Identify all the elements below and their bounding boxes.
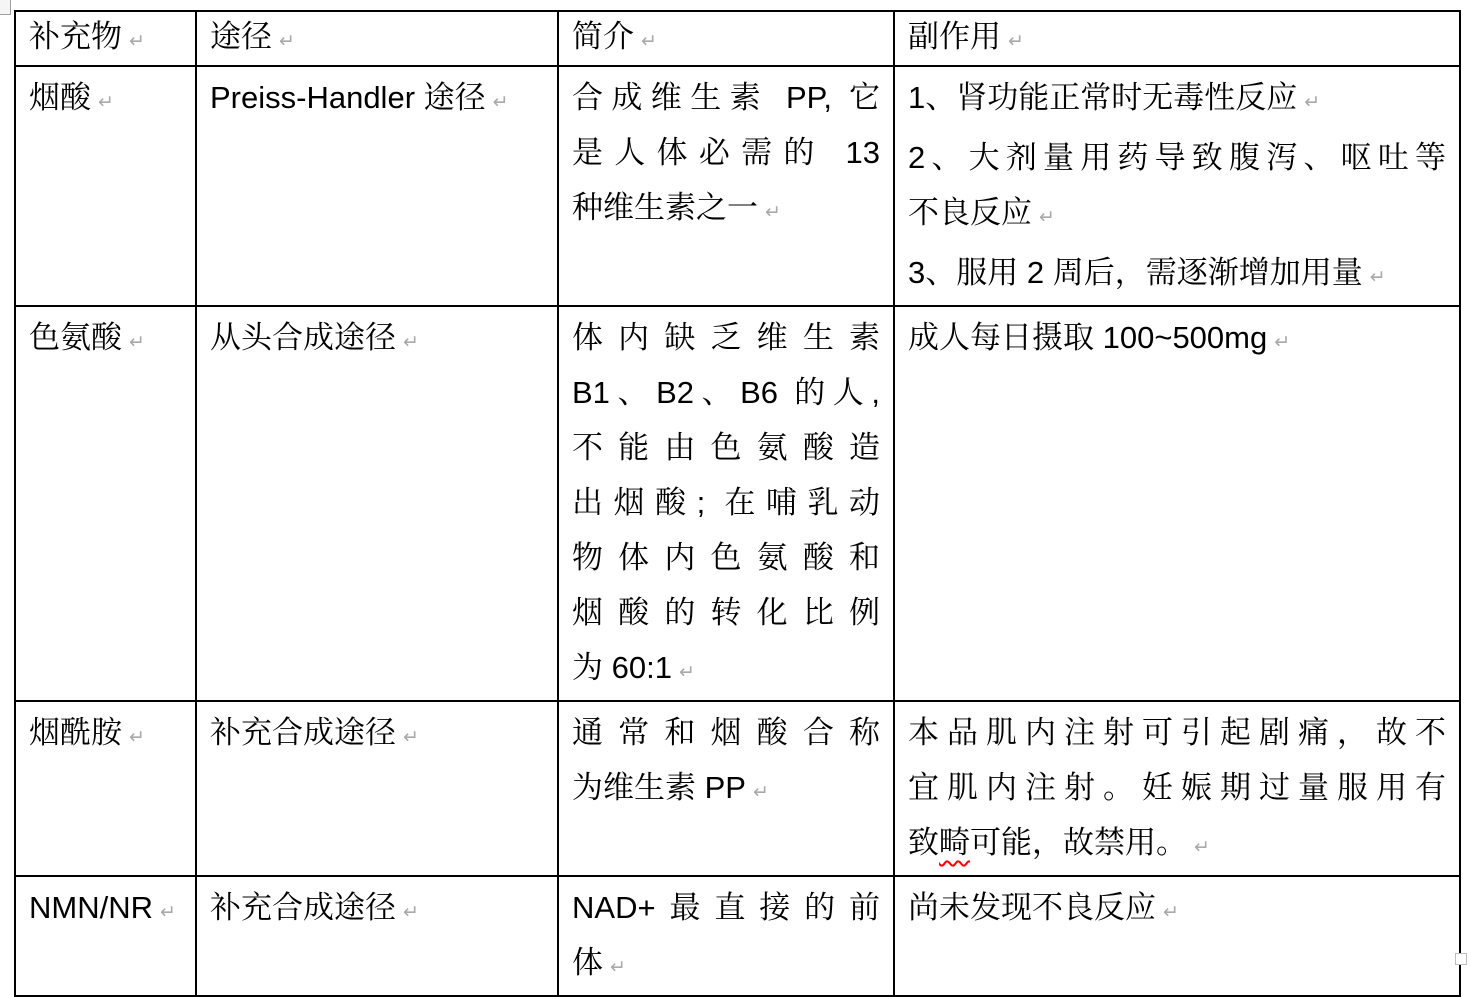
cell-line: 2、大剂量用药导致腹泻、呕吐等 xyxy=(908,140,1446,175)
cell-line: NAD+最直接的前 xyxy=(572,890,880,925)
paragraph-mark-icon: ↵ xyxy=(678,662,695,683)
header-cell-pathway[interactable] xyxy=(196,11,558,66)
header-label: 途径 xyxy=(210,19,272,54)
cell-text: 烟酰胺 xyxy=(29,715,122,750)
cell-text: 补充合成途径 xyxy=(210,890,396,925)
cell-line: 本品肌内注射可引起剧痛，故不 xyxy=(908,715,1446,750)
paragraph-mark-icon: ↵ xyxy=(765,202,781,223)
paragraph-mark-icon: ↵ xyxy=(610,957,626,978)
paragraph-mark-icon: ↵ xyxy=(129,31,145,52)
paragraph-mark-icon: ↵ xyxy=(1163,902,1179,923)
paragraph-mark-icon: ↵ xyxy=(98,92,114,113)
cell-text: 种维生素之一 xyxy=(572,190,758,225)
cell-text: 色氨酸 xyxy=(29,320,122,355)
cell-side-effects[interactable] xyxy=(894,701,1460,876)
paragraph-mark-icon: ↵ xyxy=(492,92,509,113)
cell-text: 尚未发现不良反应 xyxy=(908,890,1156,925)
cell-text: NMN/NR xyxy=(29,890,153,925)
cell-line: 是人体必需的 13 xyxy=(572,135,880,170)
paragraph-mark-icon: ↵ xyxy=(129,332,145,353)
table-row xyxy=(15,306,1460,701)
cell-line: B1、B2、B6 的人, xyxy=(572,375,880,410)
cell-pathway[interactable] xyxy=(196,876,558,996)
paragraph-mark-icon: ↵ xyxy=(129,727,145,748)
table-move-handle[interactable] xyxy=(0,0,11,15)
cell-supplement[interactable] xyxy=(15,306,196,701)
paragraph-mark-icon: ↵ xyxy=(403,332,419,353)
cell-text: 为 60:1 xyxy=(572,650,672,685)
cell-text: 体 xyxy=(572,945,603,980)
cell-intro[interactable] xyxy=(558,701,894,876)
supplements-table xyxy=(14,10,1461,997)
paragraph-mark-icon: ↵ xyxy=(1194,837,1210,858)
header-cell-side-effects[interactable] xyxy=(894,11,1460,66)
cell-text: 成人每日摄取 100~500mg xyxy=(908,320,1268,355)
cell-supplement[interactable] xyxy=(15,701,196,876)
paragraph-mark-icon: ↵ xyxy=(279,31,295,52)
table-row xyxy=(15,66,1460,306)
cell-intro[interactable] xyxy=(558,66,894,306)
cell-line: 通常和烟酸合称 xyxy=(572,715,880,750)
paragraph-mark-icon: ↵ xyxy=(1008,31,1024,52)
cell-text: 致 xyxy=(908,825,939,860)
paragraph-mark-icon: ↵ xyxy=(403,727,419,748)
cell-line: 不能由色氨酸造 xyxy=(572,430,880,465)
paragraph-mark-icon: ↵ xyxy=(752,782,769,803)
paragraph-mark-icon: ↵ xyxy=(1274,332,1291,353)
header-label: 副作用 xyxy=(908,19,1001,54)
table-header-row xyxy=(15,11,1460,66)
paragraph-mark-icon: ↵ xyxy=(641,31,657,52)
header-label: 补充物 xyxy=(29,19,122,54)
cell-text: 可能，故禁用。 xyxy=(970,825,1187,860)
cell-side-effects[interactable] xyxy=(894,876,1460,996)
table-resize-handle[interactable] xyxy=(1455,953,1467,965)
paragraph-mark-icon: ↵ xyxy=(1369,267,1386,288)
cell-line: 烟酸的转化比例 xyxy=(572,595,880,630)
cell-side-effects[interactable] xyxy=(894,306,1460,701)
paragraph-mark-icon: ↵ xyxy=(160,902,176,923)
cell-line: 合成维生素 PP, 它 xyxy=(572,80,880,115)
cell-line: 出烟酸; 在哺乳动 xyxy=(572,485,880,520)
cell-supplement[interactable] xyxy=(15,66,196,306)
cell-supplement[interactable] xyxy=(15,876,196,996)
cell-intro[interactable] xyxy=(558,876,894,996)
cell-line: 体内缺乏维生素 xyxy=(572,320,880,355)
cell-text: Preiss-Handler 途径 xyxy=(210,80,486,115)
cell-line: 宜肌内注射。妊娠期过量服用有 xyxy=(908,770,1446,805)
cell-text: 从头合成途径 xyxy=(210,320,396,355)
paragraph-mark-icon: ↵ xyxy=(1039,207,1055,228)
header-cell-intro[interactable] xyxy=(558,11,894,66)
cell-text: 补充合成途径 xyxy=(210,715,396,750)
cell-text: 1、肾功能正常时无毒性反应 xyxy=(908,80,1298,115)
misspelled-word: 畸 xyxy=(939,825,970,860)
cell-text: 烟酸 xyxy=(29,80,91,115)
cell-pathway[interactable] xyxy=(196,701,558,876)
cell-side-effects[interactable] xyxy=(894,66,1460,306)
table-row xyxy=(15,701,1460,876)
table-row xyxy=(15,876,1460,996)
cell-line: 物体内色氨酸和 xyxy=(572,540,880,575)
header-cell-supplement[interactable] xyxy=(15,11,196,66)
cell-pathway[interactable] xyxy=(196,66,558,306)
cell-intro[interactable] xyxy=(558,306,894,701)
cell-pathway[interactable] xyxy=(196,306,558,701)
cell-text: 3、服用 2 周后，需逐渐增加用量 xyxy=(908,255,1363,290)
paragraph-mark-icon: ↵ xyxy=(1304,92,1321,113)
cell-text: 为维生素 PP xyxy=(572,770,746,805)
header-label: 简介 xyxy=(572,19,634,54)
paragraph-mark-icon: ↵ xyxy=(403,902,419,923)
cell-text: 不良反应 xyxy=(908,195,1032,230)
